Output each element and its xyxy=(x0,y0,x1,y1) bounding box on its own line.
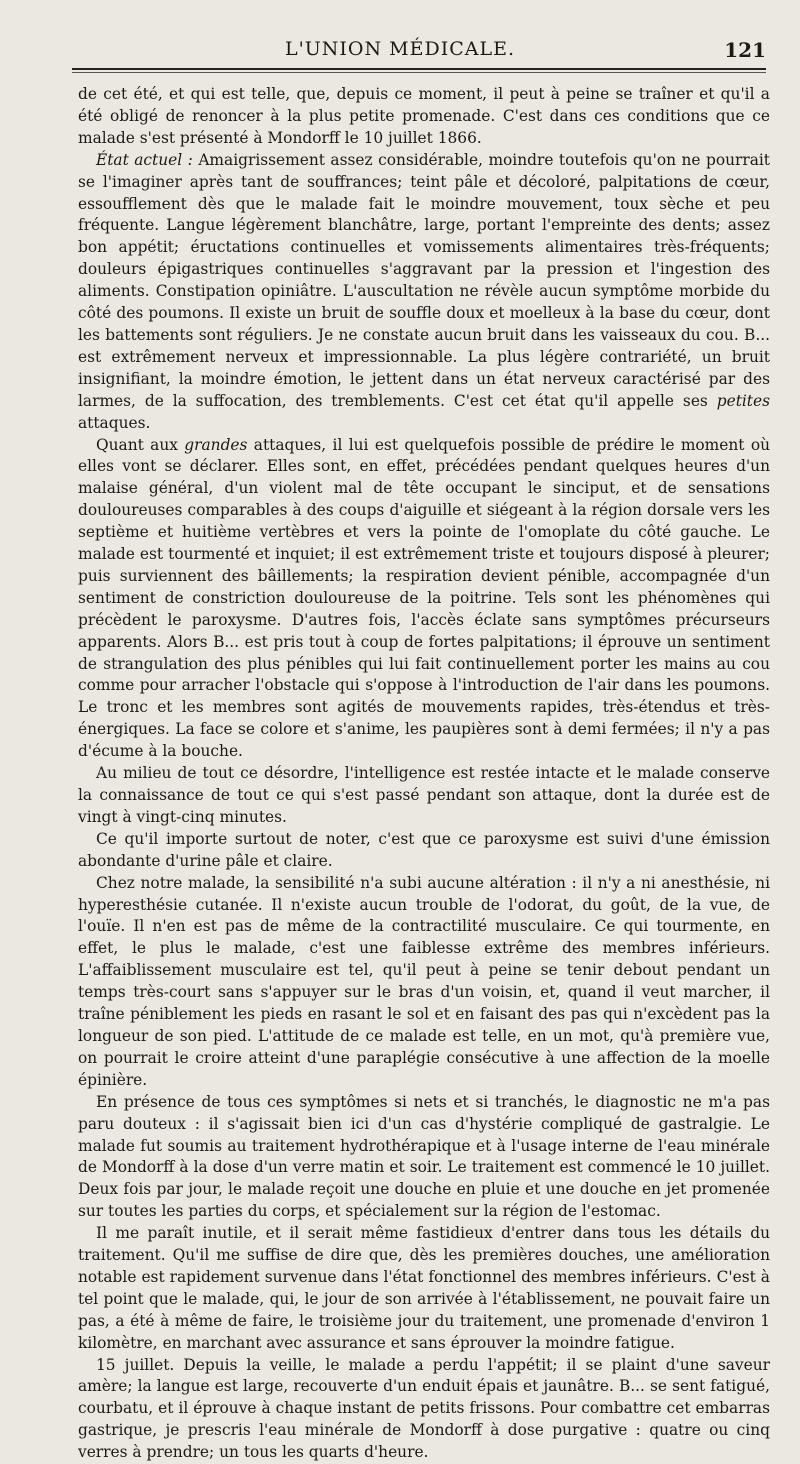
paragraph-4: Au milieu de tout ce désordre, l'intelligence est restée intacte et le malade conserve la connaissance de tout ce qui s'est passé pendant son attaque, dont la durée est de vingt à vingt-cinq minutes. xyxy=(78,764,770,826)
paragraph-2: État actuel : Amaigrissement assez considérable, moindre toutefois qu'on ne pourrait se l'imaginer après tant de souffrances; teint pâle et décoloré, palpitations de cœur, essoufflement dès que le malade fait le moindre mouvement, toux sèche et peu fréquente. Langue légèrement blanchâtre, large, portant l'empreinte des dents; assez bon appétit; éructations continuelles et vomissements alimentaires très-fréquents; douleurs épigastriques continuelles s'aggravant par la pression et l'ingestion des aliments. Constipation opiniâtre. L'auscultation ne révèle aucun symptôme morbide du côté des poumons. Il existe un bruit de souffle doux et moelleux à la base du cœur, dont les battements sont réguliers. Je ne constate aucun bruit dans les vaisseaux du cou. B... est extrêmement nerveux et impressionnable. La plus légère contrariété, un bruit insignifiant, la moindre émotion, le jettent dans un état nerveux caractérisé par des larmes, de la suffocation, des tremblements. C'est cet état qu'il appelle ses petites attaques. xyxy=(78,150,770,432)
running-title: L'UNION MÉDICALE. xyxy=(284,38,516,60)
page-number: 121 xyxy=(724,38,766,62)
paragraph-7: En présence de tous ces symptômes si nets et si tranchés, le diagnostic ne m'a pas paru douteux : il s'agissait bien ici d'un cas d'hystérie compliqué de gastralgie. Le malade fut soumis au traitement hydrothérapique et à l'usage interne de l'eau minérale de Mondorff à la dose d'un verre matin et soir. Le traitement est commencé le 10 juillet. Deux fois par jour, le malade reçoit une douche en pluie et une douche en jet promenée sur toutes les parties du corps, et spécialement sur la région de l'estomac. xyxy=(78,1092,770,1221)
paragraph-3: Quant aux grandes attaques, il lui est quelquefois possible de prédire le moment où elles vont se déclarer. Elles sont, en effet, précédées pendant quelques heures d'un malaise général, d'un violent mal de tête occupant le sinciput, et de sensations douloureuses comparables à des coups d'aiguille et siégeant à la région dorsale vers les septième et huitième vertèbres et vers la pointe de l'omoplate du côté gauche. Le malade est tourmenté et inquiet; il est extrêmement triste et toujours disposé à pleurer; puis surviennent des bâillements; la respiration devient pénible, accompagnée d'un sentiment de constriction douloureuse de la poitrine. Tels sont les phénomènes qui précèdent le paroxysme. D'autres fois, l'accès éclate sans symptômes précurseurs apparents. Alors B... est pris tout à coup de fortes palpitations; il éprouve un sentiment de strangulation des plus pénibles qui lui fait continuellement porter les mains au cou comme pour arracher l'obstacle qui s'oppose à l'introduction de l'air dans les poumons. Le tronc et les membres sont agités de mouvements rapides, très-étendus et très-énergiques. La face se colore et s'anime, les paupières sont à demi fermées; il n'y a pas d'écume à la bouche. xyxy=(78,435,771,761)
paragraph-1: de cet été, et qui est telle, que, depuis ce moment, il peut à peine se traîner et qu'il a été obligé de renoncer à la plus petite promenade. C'est dans ces conditions que ce malade s'est présenté à Mondorff le 10 juillet 1866. xyxy=(78,85,770,147)
body-text xyxy=(78,84,770,1464)
section-lead: État actuel : xyxy=(96,150,193,169)
paragraph-6: Chez notre malade, la sensibilité n'a subi aucune altération : il n'y a ni anesthésie, ni hyperesthésie cutanée. Il n'existe aucun trouble de l'odorat, du goût, de la vue, de l'ouïe. Il n'en est pas de même de la contractilité musculaire. Ce qui tourmente, en effet, le plus le malade, c'est une faiblesse extrême des membres inférieurs. L'affaiblissement musculaire est tel, qu'il peut à peine se tenir debout pendant un temps très-court sans s'appuyer sur le bras d'un voisin, et, quand il veut marcher, il traîne péniblement les pieds en rasant le sol et en faisant des pas qui n'excèdent pas la longueur de son pied. L'attitude de ce malade est telle, en un mot, qu'à première vue, on pourrait le croire atteint d'une paraplégie consécutive à une affection de la moelle épinière. xyxy=(78,873,770,1089)
header-rule xyxy=(72,68,766,73)
paragraph-5: Ce qu'il importe surtout de noter, c'est que ce paroxysme est suivi d'une émission abondante d'urine pâle et claire. xyxy=(78,829,770,870)
page-header xyxy=(0,30,800,70)
paragraph-8: Il me paraît inutile, et il serait même fastidieux d'entrer dans tous les détails du traitement. Qu'il me suffise de dire que, dès les premières douches, une amélioration notable est rapidement survenue dans l'état fonctionnel des membres inférieurs. C'est à tel point que le malade, qui, le jour de son arrivée à l'établissement, ne pouvait faire un pas, a été à même de faire, le troisième jour du traitement, une promenade d'environ 1 kilomètre, en marchant avec assurance et sans éprouver la moindre fatigue. xyxy=(78,1224,770,1352)
paragraph-9: 15 juillet. Depuis la veille, le malade a perdu l'appétit; il se plaint d'une saveur amère; la langue est large, recouverte d'un enduit épais et jaunâtre. B... se sent fatigué, courbatu, et il éprouve à chaque instant de petits frissons. Pour combattre cet embarras gastrique, je prescris l'eau minérale de Mondorff à dose purgative : quatre ou cinq verres à prendre; un tous les quarts d'heure. xyxy=(78,1355,770,1462)
